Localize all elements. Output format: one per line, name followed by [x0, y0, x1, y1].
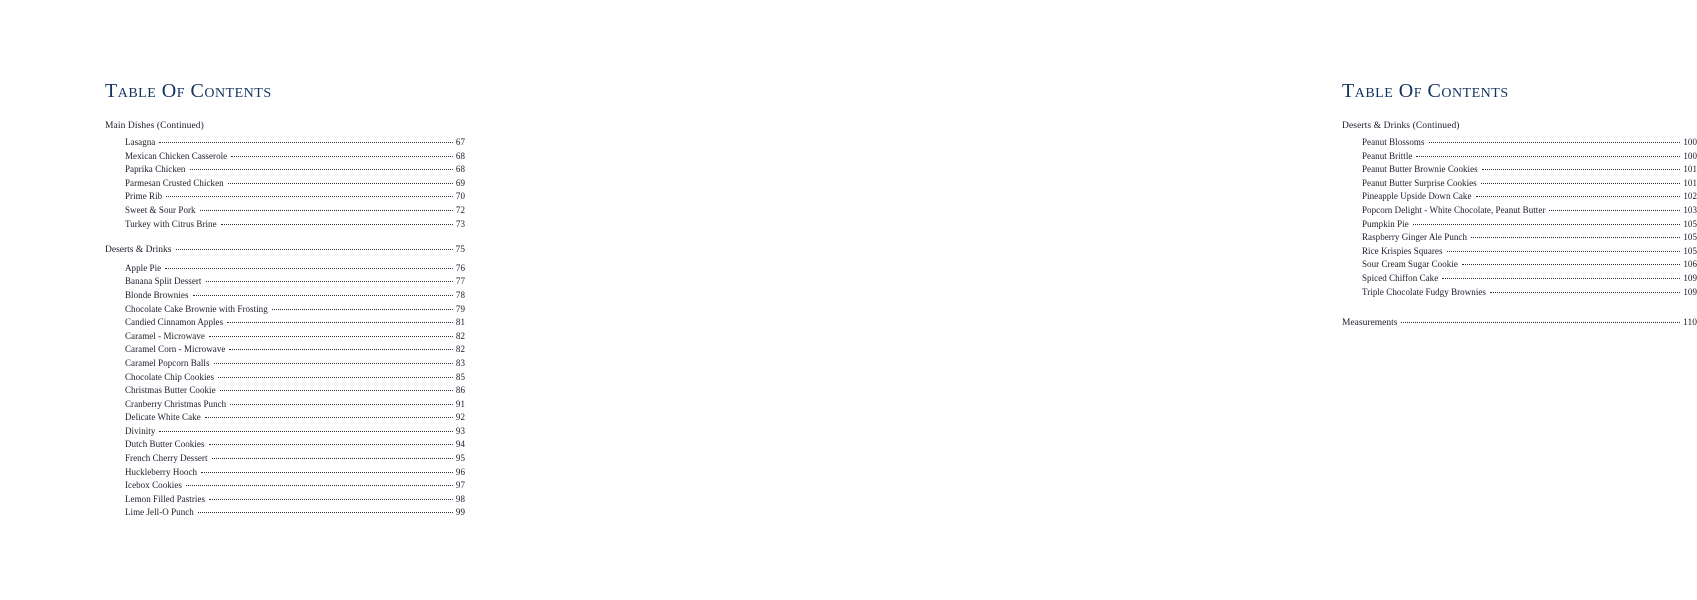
toc-entry-label: Sweet & Sour Pork [125, 204, 196, 215]
toc-entry-label: Peanut Butter Brownie Cookies [1362, 164, 1478, 175]
page-title-right-text: Table Of Contents [1342, 80, 1509, 102]
toc-entry[interactable] [105, 150, 465, 164]
toc-entry[interactable] [1342, 218, 1697, 232]
leader-dots [200, 210, 453, 211]
toc-entry[interactable] [105, 303, 465, 317]
leader-dots [186, 485, 453, 486]
toc-entry[interactable] [105, 343, 465, 357]
toc-entry[interactable] [105, 289, 465, 303]
page-title-right [1342, 80, 1697, 103]
leader-dots [1447, 251, 1681, 252]
toc-entry-label: French Cherry Dessert [125, 453, 208, 464]
toc-entry[interactable] [105, 177, 465, 191]
toc-entry-label: Huckleberry Hooch [125, 466, 198, 477]
toc-entry-label: Delicate White Cake [125, 412, 201, 423]
toc-entry-label: Pumpkin Pie [1362, 218, 1409, 229]
toc-entry[interactable] [1342, 245, 1697, 259]
toc-entry-page: 70 [455, 191, 465, 202]
toc-entry[interactable] [1342, 258, 1697, 272]
toc-entry-label: Apple Pie [125, 262, 162, 273]
leader-dots [1416, 156, 1680, 157]
leader-dots [176, 249, 453, 250]
toc-entry-label: Triple Chocolate Fudgy Brownies [1362, 286, 1486, 297]
leader-dots [221, 224, 453, 225]
toc-entry-label: Divinity [125, 425, 156, 436]
leader-dots [1413, 224, 1681, 225]
right-page [600, 0, 1697, 600]
leader-dots [159, 142, 453, 143]
toc-entry-page: 94 [455, 439, 465, 450]
leader-dots [1401, 322, 1680, 323]
toc-section-deserts-drinks [105, 244, 465, 520]
section-spacer [105, 231, 465, 244]
toc-entry[interactable] [1342, 177, 1697, 191]
toc-entry-label: Banana Split Dessert [125, 276, 202, 287]
toc-entry-page: 86 [455, 385, 465, 396]
toc-entry-label: Pineapple Upside Down Cake [1362, 191, 1472, 202]
toc-entry[interactable] [105, 262, 465, 276]
toc-entry-page: 77 [455, 276, 465, 287]
toc-entry-page: 68 [455, 164, 465, 175]
toc-entry-label: Peanut Butter Surprise Cookies [1362, 177, 1477, 188]
toc-entry-page: 92 [455, 412, 465, 423]
toc-entry-page: 99 [455, 507, 465, 518]
toc-entry[interactable] [105, 204, 465, 218]
toc-entry-page: 106 [1683, 259, 1697, 270]
leader-dots [230, 404, 453, 405]
toc-entry-label: Prime Rib [125, 191, 163, 202]
toc-entry-label: Parmesan Crusted Chicken [125, 177, 224, 188]
toc-entry[interactable] [105, 452, 465, 466]
toc-entry-page: 91 [455, 398, 465, 409]
toc-entry-page: 67 [455, 137, 465, 147]
toc-entry-page: 101 [1683, 177, 1697, 188]
toc-entry[interactable] [105, 384, 465, 398]
toc-entry[interactable] [1342, 204, 1697, 218]
toc-entry-page: 79 [455, 303, 465, 314]
toc-entry-label: Raspberry Ginger Ale Punch [1362, 232, 1468, 243]
section-heading-row-measurements[interactable] [1342, 317, 1697, 331]
leader-dots [165, 268, 453, 269]
toc-entry-label: Spiced Chiffon Cake [1362, 272, 1439, 283]
toc-entry-page: 85 [455, 371, 465, 382]
section-heading: Main Dishes (Continued) [105, 121, 204, 131]
leader-dots [198, 512, 453, 513]
toc-entry[interactable] [105, 136, 465, 150]
toc-entry-label: Sour Cream Sugar Cookie [1362, 259, 1458, 270]
toc-entry-label: Dutch Butter Cookies [125, 439, 205, 450]
leader-dots [220, 390, 453, 391]
toc-entry-label: Caramel Popcorn Balls [125, 357, 210, 368]
toc-entry-label: Cranberry Christmas Punch [125, 398, 227, 409]
leader-dots [229, 349, 452, 350]
leader-dots [209, 336, 453, 337]
toc-entry-page: 83 [455, 357, 465, 368]
toc-entry[interactable] [1342, 163, 1697, 177]
toc-entry-label: Peanut Blossoms [1362, 137, 1425, 147]
toc-entry-page: 101 [1683, 164, 1697, 175]
toc-entry-label: Rice Krispies Squares [1362, 245, 1443, 256]
leader-dots [228, 183, 453, 184]
toc-entry[interactable] [105, 190, 465, 204]
left-page [0, 0, 600, 600]
toc-entry-label: Caramel Corn - Microwave [125, 344, 226, 355]
toc-entry-page: 82 [455, 344, 465, 355]
toc-entry[interactable] [105, 438, 465, 452]
leader-dots [201, 472, 453, 473]
toc-entry[interactable] [1342, 286, 1697, 300]
toc-entry[interactable] [105, 371, 465, 385]
toc-entry-label: Peanut Brittle [1362, 150, 1413, 161]
toc-entry-label: Lime Jell-O Punch [125, 507, 194, 518]
toc-entry-label: Christmas Butter Cookie [125, 385, 216, 396]
toc-entry-label: Turkey with Citrus Brine [125, 218, 217, 229]
section-heading-row[interactable] [105, 244, 465, 258]
leader-dots [1482, 169, 1681, 170]
toc-entry-page: 105 [1683, 245, 1697, 256]
toc-entry-label: Paprika Chicken [125, 164, 186, 175]
toc-entry-label: Popcorn Delight - White Chocolate, Peanut Butter [1362, 204, 1546, 215]
toc-entry-page: 109 [1683, 286, 1697, 297]
toc-entry[interactable] [105, 506, 465, 520]
toc-entry-page: 97 [455, 480, 465, 491]
toc-entry[interactable] [105, 479, 465, 493]
toc-entry[interactable] [1342, 190, 1697, 204]
toc-entry-page: 98 [455, 493, 465, 504]
leader-dots [1481, 183, 1681, 184]
leader-dots [190, 169, 453, 170]
toc-entry-page: 72 [455, 204, 465, 215]
right-page-content [1342, 80, 1697, 335]
toc-entry[interactable] [105, 425, 465, 439]
toc-section-main-dishes [105, 121, 465, 231]
toc-entry-page: 109 [1683, 272, 1697, 283]
toc-entry-label: Chocolate Cake Brownie with Frosting [125, 303, 268, 314]
toc-entry[interactable] [1342, 150, 1697, 164]
section-heading-page: 110 [1683, 318, 1697, 329]
leader-dots [193, 295, 453, 296]
toc-entry-page: 76 [455, 262, 465, 273]
toc-entry-page: 102 [1683, 191, 1697, 202]
toc-entry[interactable] [105, 466, 465, 480]
toc-entry-page: 100 [1683, 137, 1697, 147]
leader-dots [1476, 196, 1681, 197]
toc-entry-page: 105 [1683, 218, 1697, 229]
toc-entry-page: 103 [1683, 204, 1697, 215]
toc-entry-label: Caramel - Microwave [125, 330, 205, 341]
section-heading: Deserts & Drinks (Continued) [1342, 121, 1460, 131]
toc-section-deserts-drinks-continued [1342, 121, 1697, 299]
leader-dots [1549, 210, 1680, 211]
toc-entry[interactable] [105, 275, 465, 289]
leader-dots [1429, 142, 1681, 143]
toc-entry[interactable] [105, 357, 465, 371]
toc-entry[interactable] [105, 218, 465, 232]
toc-entry-label: Lemon Filled Pastries [125, 493, 206, 504]
toc-entry[interactable] [105, 493, 465, 507]
leader-dots [212, 458, 453, 459]
leader-dots [272, 309, 453, 310]
section-heading: Measurements [1342, 318, 1398, 329]
leader-dots [1471, 237, 1680, 238]
left-page-content [105, 80, 465, 520]
page-title-left-text: Table Of Contents [105, 80, 272, 102]
toc-entry[interactable] [1342, 136, 1697, 150]
toc-entry-page: 93 [455, 425, 465, 436]
toc-entry-label: Mexican Chicken Casserole [125, 150, 228, 161]
toc-entry[interactable] [105, 163, 465, 177]
toc-entry[interactable] [1342, 272, 1697, 286]
toc-entry-page: 82 [455, 330, 465, 341]
toc-entry-page: 78 [455, 289, 465, 300]
toc-entry[interactable] [105, 330, 465, 344]
toc-entry-page: 69 [455, 177, 465, 188]
section-heading-page: 75 [455, 245, 465, 256]
toc-entry-label: Lasagna [125, 137, 156, 147]
leader-dots [1442, 278, 1680, 279]
leader-dots [159, 431, 452, 432]
leader-dots [1490, 292, 1680, 293]
toc-entry-label: Candied Cinnamon Apples [125, 317, 224, 328]
leader-dots [214, 363, 453, 364]
toc-entry[interactable] [105, 411, 465, 425]
toc-entry[interactable] [105, 398, 465, 412]
toc-entry-page: 68 [455, 150, 465, 161]
toc-entry-page: 95 [455, 453, 465, 464]
toc-entry-page: 73 [455, 218, 465, 229]
toc-entry[interactable] [1342, 231, 1697, 245]
toc-entry-page: 81 [455, 317, 465, 328]
toc-entry-label: Blonde Brownies [125, 289, 189, 300]
leader-dots [205, 417, 453, 418]
leader-dots [227, 322, 453, 323]
leader-dots [166, 196, 453, 197]
leader-dots [209, 499, 453, 500]
leader-dots [206, 281, 453, 282]
toc-entry-page: 105 [1683, 232, 1697, 243]
toc-entry-page: 100 [1683, 150, 1697, 161]
leader-dots [231, 156, 453, 157]
toc-entry-label: Icebox Cookies [125, 480, 182, 491]
toc-entry-page: 96 [455, 466, 465, 477]
leader-dots [218, 377, 453, 378]
leader-dots [1462, 264, 1680, 265]
toc-entry-label: Chocolate Chip Cookies [125, 371, 215, 382]
leader-dots [209, 444, 453, 445]
toc-entry[interactable] [105, 316, 465, 330]
page-title-left [105, 80, 465, 103]
section-heading: Deserts & Drinks [105, 245, 172, 256]
